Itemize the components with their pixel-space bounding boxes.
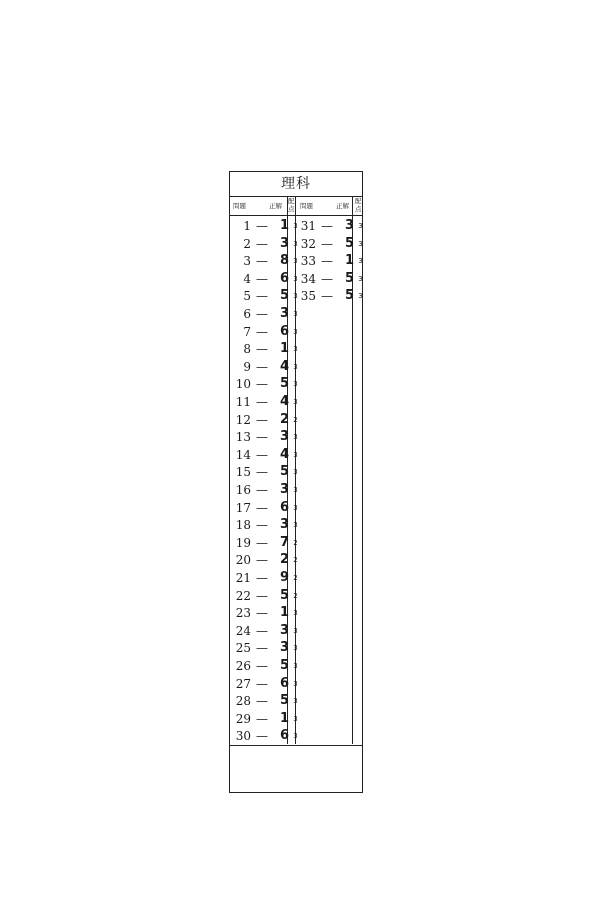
- question-number: 20: [235, 553, 251, 568]
- point-value: 2: [293, 556, 298, 565]
- question-number: 23: [235, 606, 251, 621]
- correct-answer: 5: [279, 587, 289, 603]
- dash-separator: —: [256, 447, 268, 462]
- dash-separator: —: [256, 324, 268, 339]
- answer-row: [298, 270, 364, 288]
- score-box: [230, 745, 362, 793]
- dash-separator: —: [256, 483, 268, 497]
- dash-separator: —: [256, 289, 268, 304]
- answer-row: [233, 287, 299, 305]
- question-number: 2: [243, 236, 251, 251]
- question-number: 13: [235, 430, 251, 445]
- dash-separator: —: [256, 553, 268, 568]
- answer-row: [298, 287, 364, 305]
- correct-answer: 1: [279, 605, 289, 621]
- dash-separator: —: [256, 711, 268, 726]
- correct-answer: 2: [279, 552, 289, 568]
- point-value: 2: [293, 538, 298, 547]
- dash-separator: —: [256, 465, 268, 480]
- answer-row: [298, 217, 364, 235]
- correct-answer: 6: [279, 675, 289, 691]
- question-number: 35: [300, 289, 316, 304]
- point-value: 3: [293, 274, 298, 283]
- point-value: 3: [293, 468, 298, 477]
- dash-separator: —: [256, 641, 268, 656]
- dash-separator: —: [256, 676, 268, 691]
- correct-answer: 6: [279, 728, 289, 744]
- correct-answer: 3: [344, 218, 354, 233]
- correct-answer: 3: [279, 429, 289, 445]
- question-number: 7: [243, 324, 251, 339]
- answer-row: [233, 411, 299, 429]
- dash-separator: —: [256, 412, 268, 427]
- answer-row: [233, 393, 299, 411]
- correct-answer: 5: [279, 658, 289, 673]
- point-value: 3: [293, 310, 298, 318]
- question-header-left: 問題: [233, 202, 246, 210]
- point-value: 3: [293, 398, 298, 406]
- correct-answer: 5: [344, 270, 354, 286]
- question-number: 27: [235, 676, 251, 691]
- dash-separator: —: [321, 219, 333, 233]
- answer-row: [233, 551, 299, 569]
- point-value: 3: [293, 644, 298, 653]
- correct-answer: 3: [279, 482, 289, 497]
- correct-answer: 2: [279, 411, 289, 427]
- dash-separator: —: [256, 588, 268, 603]
- question-number: 22: [235, 588, 251, 603]
- dash-separator: —: [256, 307, 268, 321]
- correct-answer: 5: [279, 376, 289, 392]
- answer-row: [233, 639, 299, 657]
- correct-answer: 5: [279, 693, 289, 709]
- dash-separator: —: [256, 219, 268, 233]
- question-number: 12: [235, 412, 251, 427]
- point-value: 3: [358, 292, 363, 301]
- dash-separator: —: [256, 659, 268, 673]
- question-number: 25: [235, 641, 251, 656]
- dash-separator: —: [256, 236, 268, 251]
- dash-separator: —: [256, 518, 268, 533]
- point-value: 3: [293, 732, 298, 741]
- dash-separator: —: [256, 359, 268, 374]
- correct-answer: 4: [279, 394, 289, 409]
- answer-row: [233, 375, 299, 393]
- point-value: 3: [293, 222, 298, 230]
- question-number: 6: [243, 307, 251, 321]
- correct-answer: 1: [344, 253, 354, 269]
- dash-separator: —: [256, 571, 268, 585]
- correct-answer: 1: [279, 341, 289, 357]
- answer-table: [230, 215, 362, 745]
- correct-answer: 1: [279, 218, 289, 233]
- question-number: 15: [235, 465, 251, 480]
- dash-separator: —: [256, 254, 268, 269]
- question-number: 11: [235, 395, 251, 409]
- answer-key-sheet: [229, 171, 363, 793]
- dash-separator: —: [321, 271, 333, 286]
- answer-header-right: 正解: [336, 202, 349, 210]
- question-number: 18: [235, 518, 251, 533]
- point-value: 3: [293, 679, 298, 688]
- points-header-left: 配点: [288, 197, 295, 213]
- question-number: 33: [300, 254, 316, 269]
- answer-row: [233, 481, 299, 499]
- question-number: 32: [300, 236, 316, 251]
- correct-answer: 3: [279, 235, 289, 251]
- question-number: 31: [300, 219, 316, 233]
- question-number: 21: [235, 571, 251, 585]
- question-number: 16: [235, 483, 251, 497]
- correct-answer: 5: [279, 288, 289, 304]
- answer-row: [233, 235, 299, 253]
- dash-separator: —: [256, 623, 268, 638]
- answer-row: [233, 587, 299, 605]
- question-number: 4: [243, 271, 251, 286]
- answer-row: [233, 428, 299, 446]
- question-number: 3: [243, 254, 251, 269]
- point-value: 3: [293, 609, 298, 618]
- answer-row: [233, 323, 299, 341]
- point-value: 2: [293, 415, 298, 424]
- answer-header-left: 正解: [269, 202, 282, 210]
- point-value: 3: [293, 521, 298, 530]
- answer-row: [233, 675, 299, 693]
- dash-separator: —: [256, 430, 268, 445]
- answer-row: [233, 252, 299, 270]
- correct-answer: 5: [279, 464, 289, 480]
- question-number: 19: [235, 535, 251, 550]
- correct-answer: 9: [279, 570, 289, 585]
- correct-answer: 4: [279, 358, 289, 374]
- answer-row: [233, 217, 299, 235]
- answer-row: [233, 692, 299, 710]
- question-number: 24: [235, 623, 251, 638]
- answer-row: [233, 604, 299, 622]
- question-number: 14: [235, 447, 251, 462]
- point-value: 3: [293, 380, 298, 389]
- point-value: 3: [293, 433, 298, 442]
- point-value: 3: [293, 239, 298, 248]
- answer-row: [233, 358, 299, 376]
- question-number: 29: [235, 711, 251, 726]
- answer-row: [298, 252, 364, 270]
- answer-row: [233, 622, 299, 640]
- dash-separator: —: [256, 729, 268, 744]
- question-number: 30: [235, 729, 251, 744]
- point-value: 3: [293, 327, 298, 336]
- question-number: 1: [243, 219, 251, 233]
- correct-answer: 7: [279, 534, 289, 550]
- point-value: 3: [293, 503, 298, 512]
- answer-row: [233, 499, 299, 517]
- answer-row: [233, 305, 299, 323]
- point-value: 3: [293, 662, 298, 670]
- answer-row: [233, 710, 299, 728]
- question-header-right: 問題: [300, 202, 313, 210]
- dash-separator: —: [321, 254, 333, 269]
- dash-separator: —: [256, 606, 268, 621]
- answer-row: [233, 534, 299, 552]
- column-header: [230, 196, 362, 216]
- points-header-right: 配点: [355, 197, 362, 213]
- subject-title: 理科: [230, 172, 362, 197]
- question-number: 26: [235, 659, 251, 673]
- point-value: 2: [293, 574, 298, 582]
- point-value: 3: [293, 292, 298, 301]
- correct-answer: 6: [279, 499, 289, 515]
- answer-row: [233, 270, 299, 288]
- question-number: 17: [235, 500, 251, 515]
- answer-row: [233, 516, 299, 534]
- question-number: 28: [235, 694, 251, 709]
- dash-separator: —: [256, 395, 268, 409]
- correct-answer: 3: [279, 622, 289, 638]
- question-number: 8: [243, 342, 251, 357]
- question-number: 34: [300, 271, 316, 286]
- correct-answer: 3: [279, 517, 289, 533]
- answer-row: [298, 235, 364, 253]
- question-number: 10: [235, 377, 251, 392]
- point-value: 3: [293, 345, 298, 354]
- correct-answer: 5: [344, 288, 354, 304]
- point-value: 3: [293, 486, 298, 494]
- correct-answer: 1: [279, 710, 289, 726]
- point-value: 3: [293, 257, 298, 266]
- point-value: 3: [358, 222, 363, 230]
- correct-answer: 6: [279, 323, 289, 339]
- point-value: 3: [293, 450, 298, 459]
- dash-separator: —: [321, 236, 333, 251]
- correct-answer: 3: [279, 640, 289, 656]
- dash-separator: —: [256, 342, 268, 357]
- point-value: 3: [293, 714, 298, 723]
- answer-row: [233, 727, 299, 745]
- dash-separator: —: [256, 535, 268, 550]
- correct-answer: 3: [279, 306, 289, 321]
- question-number: 5: [243, 289, 251, 304]
- dash-separator: —: [256, 377, 268, 392]
- point-value: 3: [293, 697, 298, 706]
- question-number: 9: [243, 359, 251, 374]
- dash-separator: —: [321, 289, 333, 304]
- correct-answer: 5: [344, 235, 354, 251]
- answer-row: [233, 340, 299, 358]
- point-value: 2: [293, 591, 298, 600]
- dash-separator: —: [256, 694, 268, 709]
- point-value: 3: [293, 362, 298, 371]
- point-value: 3: [358, 257, 363, 266]
- answer-row: [233, 657, 299, 675]
- dash-separator: —: [256, 500, 268, 515]
- point-value: 3: [293, 626, 298, 635]
- answer-row: [233, 569, 299, 587]
- correct-answer: 8: [279, 253, 289, 269]
- answer-row: [233, 446, 299, 464]
- answer-row: [233, 463, 299, 481]
- correct-answer: 4: [279, 446, 289, 462]
- point-value: 3: [358, 274, 363, 283]
- correct-answer: 6: [279, 270, 289, 286]
- dash-separator: —: [256, 271, 268, 286]
- point-value: 3: [358, 239, 363, 248]
